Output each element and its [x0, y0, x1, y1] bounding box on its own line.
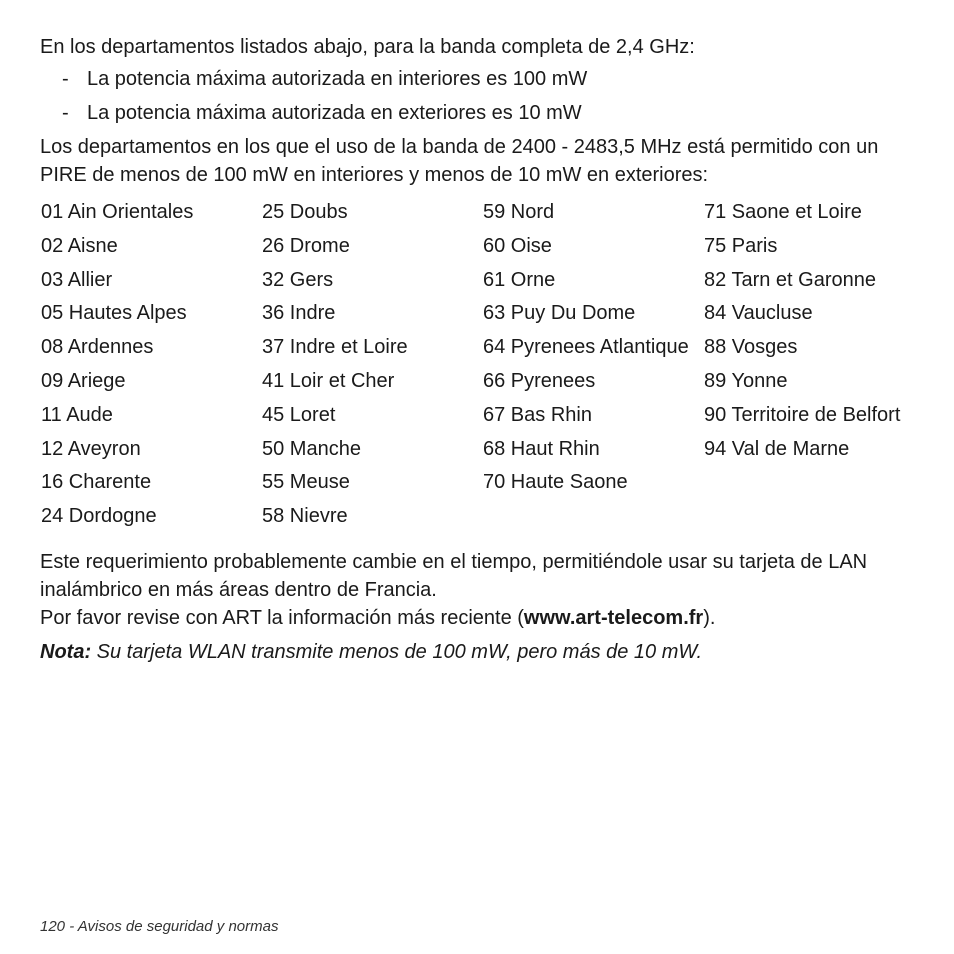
department-item: 05 Hautes Alpes	[41, 302, 187, 325]
page-content	[40, 33, 920, 666]
department-item: 26 Drome	[262, 234, 350, 257]
departments-column-2	[262, 198, 483, 536]
department-item: 70 Haute Saone	[483, 471, 628, 494]
check-info-prefix: Por favor revise con ART la información más reciente (	[40, 606, 524, 629]
departments-column-4	[704, 198, 925, 536]
list-item	[40, 65, 920, 93]
list-item-text: La potencia máxima autorizada en interiores es 100 mW	[87, 68, 588, 90]
departments-column-3	[483, 198, 704, 536]
department-item: 60 Oise	[483, 234, 552, 257]
department-item: 61 Orne	[483, 268, 556, 291]
department-item: 50 Manche	[262, 437, 361, 460]
bullet-dash: -	[62, 102, 69, 124]
check-info	[40, 604, 920, 632]
power-limits-list	[40, 65, 920, 127]
list-item	[40, 99, 920, 127]
check-info-suffix: ).	[703, 606, 716, 629]
department-item: 71 Saone et Loire	[704, 201, 862, 223]
department-item: 66 Pyrenees	[483, 369, 596, 392]
department-item: 67 Bas Rhin	[483, 403, 592, 426]
department-item: 82 Tarn et Garonne	[704, 268, 876, 291]
intro-paragraph: En los departamentos listados abajo, para la banda completa de 2,4 GHz:	[40, 36, 695, 58]
departments-grid	[41, 198, 920, 536]
department-item: 24 Dordogne	[41, 505, 157, 528]
department-item: 68 Haut Rhin	[483, 437, 600, 460]
note-text: Su tarjeta WLAN transmite menos de 100 mW, pero más de 10 mW.	[91, 640, 703, 663]
departments-column-1	[41, 198, 262, 536]
note	[40, 638, 920, 666]
department-item: 25 Doubs	[262, 201, 348, 223]
department-item: 08 Ardennes	[41, 336, 154, 359]
list-item-text: La potencia máxima autorizada en exteriores es 10 mW	[87, 102, 582, 124]
bullet-dash: -	[62, 68, 69, 90]
department-item: 37 Indre et Loire	[262, 336, 408, 359]
department-item: 75 Paris	[704, 234, 778, 257]
note-label: Nota:	[40, 640, 92, 663]
department-item: 09 Ariege	[41, 369, 126, 392]
department-item: 11 Aude	[41, 403, 113, 426]
department-item: 58 Nievre	[262, 505, 348, 528]
department-item: 64 Pyrenees Atlantique	[483, 336, 689, 359]
department-item: 02 Aisne	[41, 234, 118, 257]
department-item: 41 Loir et Cher	[262, 369, 395, 392]
department-item: 89 Yonne	[704, 369, 788, 392]
department-item: 03 Allier	[41, 268, 113, 291]
department-item: 45 Loret	[262, 403, 336, 426]
department-item: 32 Gers	[262, 268, 334, 291]
department-item: 55 Meuse	[262, 471, 350, 494]
department-item: 90 Territoire de Belfort	[704, 403, 901, 426]
department-item: 84 Vaucluse	[704, 302, 813, 325]
change-notice: Este requerimiento probablemente cambie en el tiempo, permitiéndole usar su tarjeta de LAN inalámbrico en más áreas dentro de Francia.	[40, 550, 868, 601]
department-item: 16 Charente	[41, 471, 152, 494]
department-item: 94 Val de Marne	[704, 437, 850, 460]
departments-intro: Los departamentos en los que el uso de la banda de 2400 - 2483,5 MHz está permitido con un PIRE de menos de 100 mW en interiores y menos de 10 mW en exteriores:	[40, 136, 879, 186]
department-item: 01 Ain Orientales	[41, 201, 194, 223]
department-item: 88 Vosges	[704, 336, 798, 359]
art-telecom-link[interactable]: www.art-telecom.fr	[523, 606, 704, 629]
department-item: 63 Puy Du Dome	[483, 302, 636, 325]
department-item: 59 Nord	[483, 201, 555, 223]
department-item: 36 Indre	[262, 302, 336, 325]
page-footer: 120 - Avisos de seguridad y normas	[40, 918, 279, 935]
department-item: 12 Aveyron	[41, 437, 141, 460]
